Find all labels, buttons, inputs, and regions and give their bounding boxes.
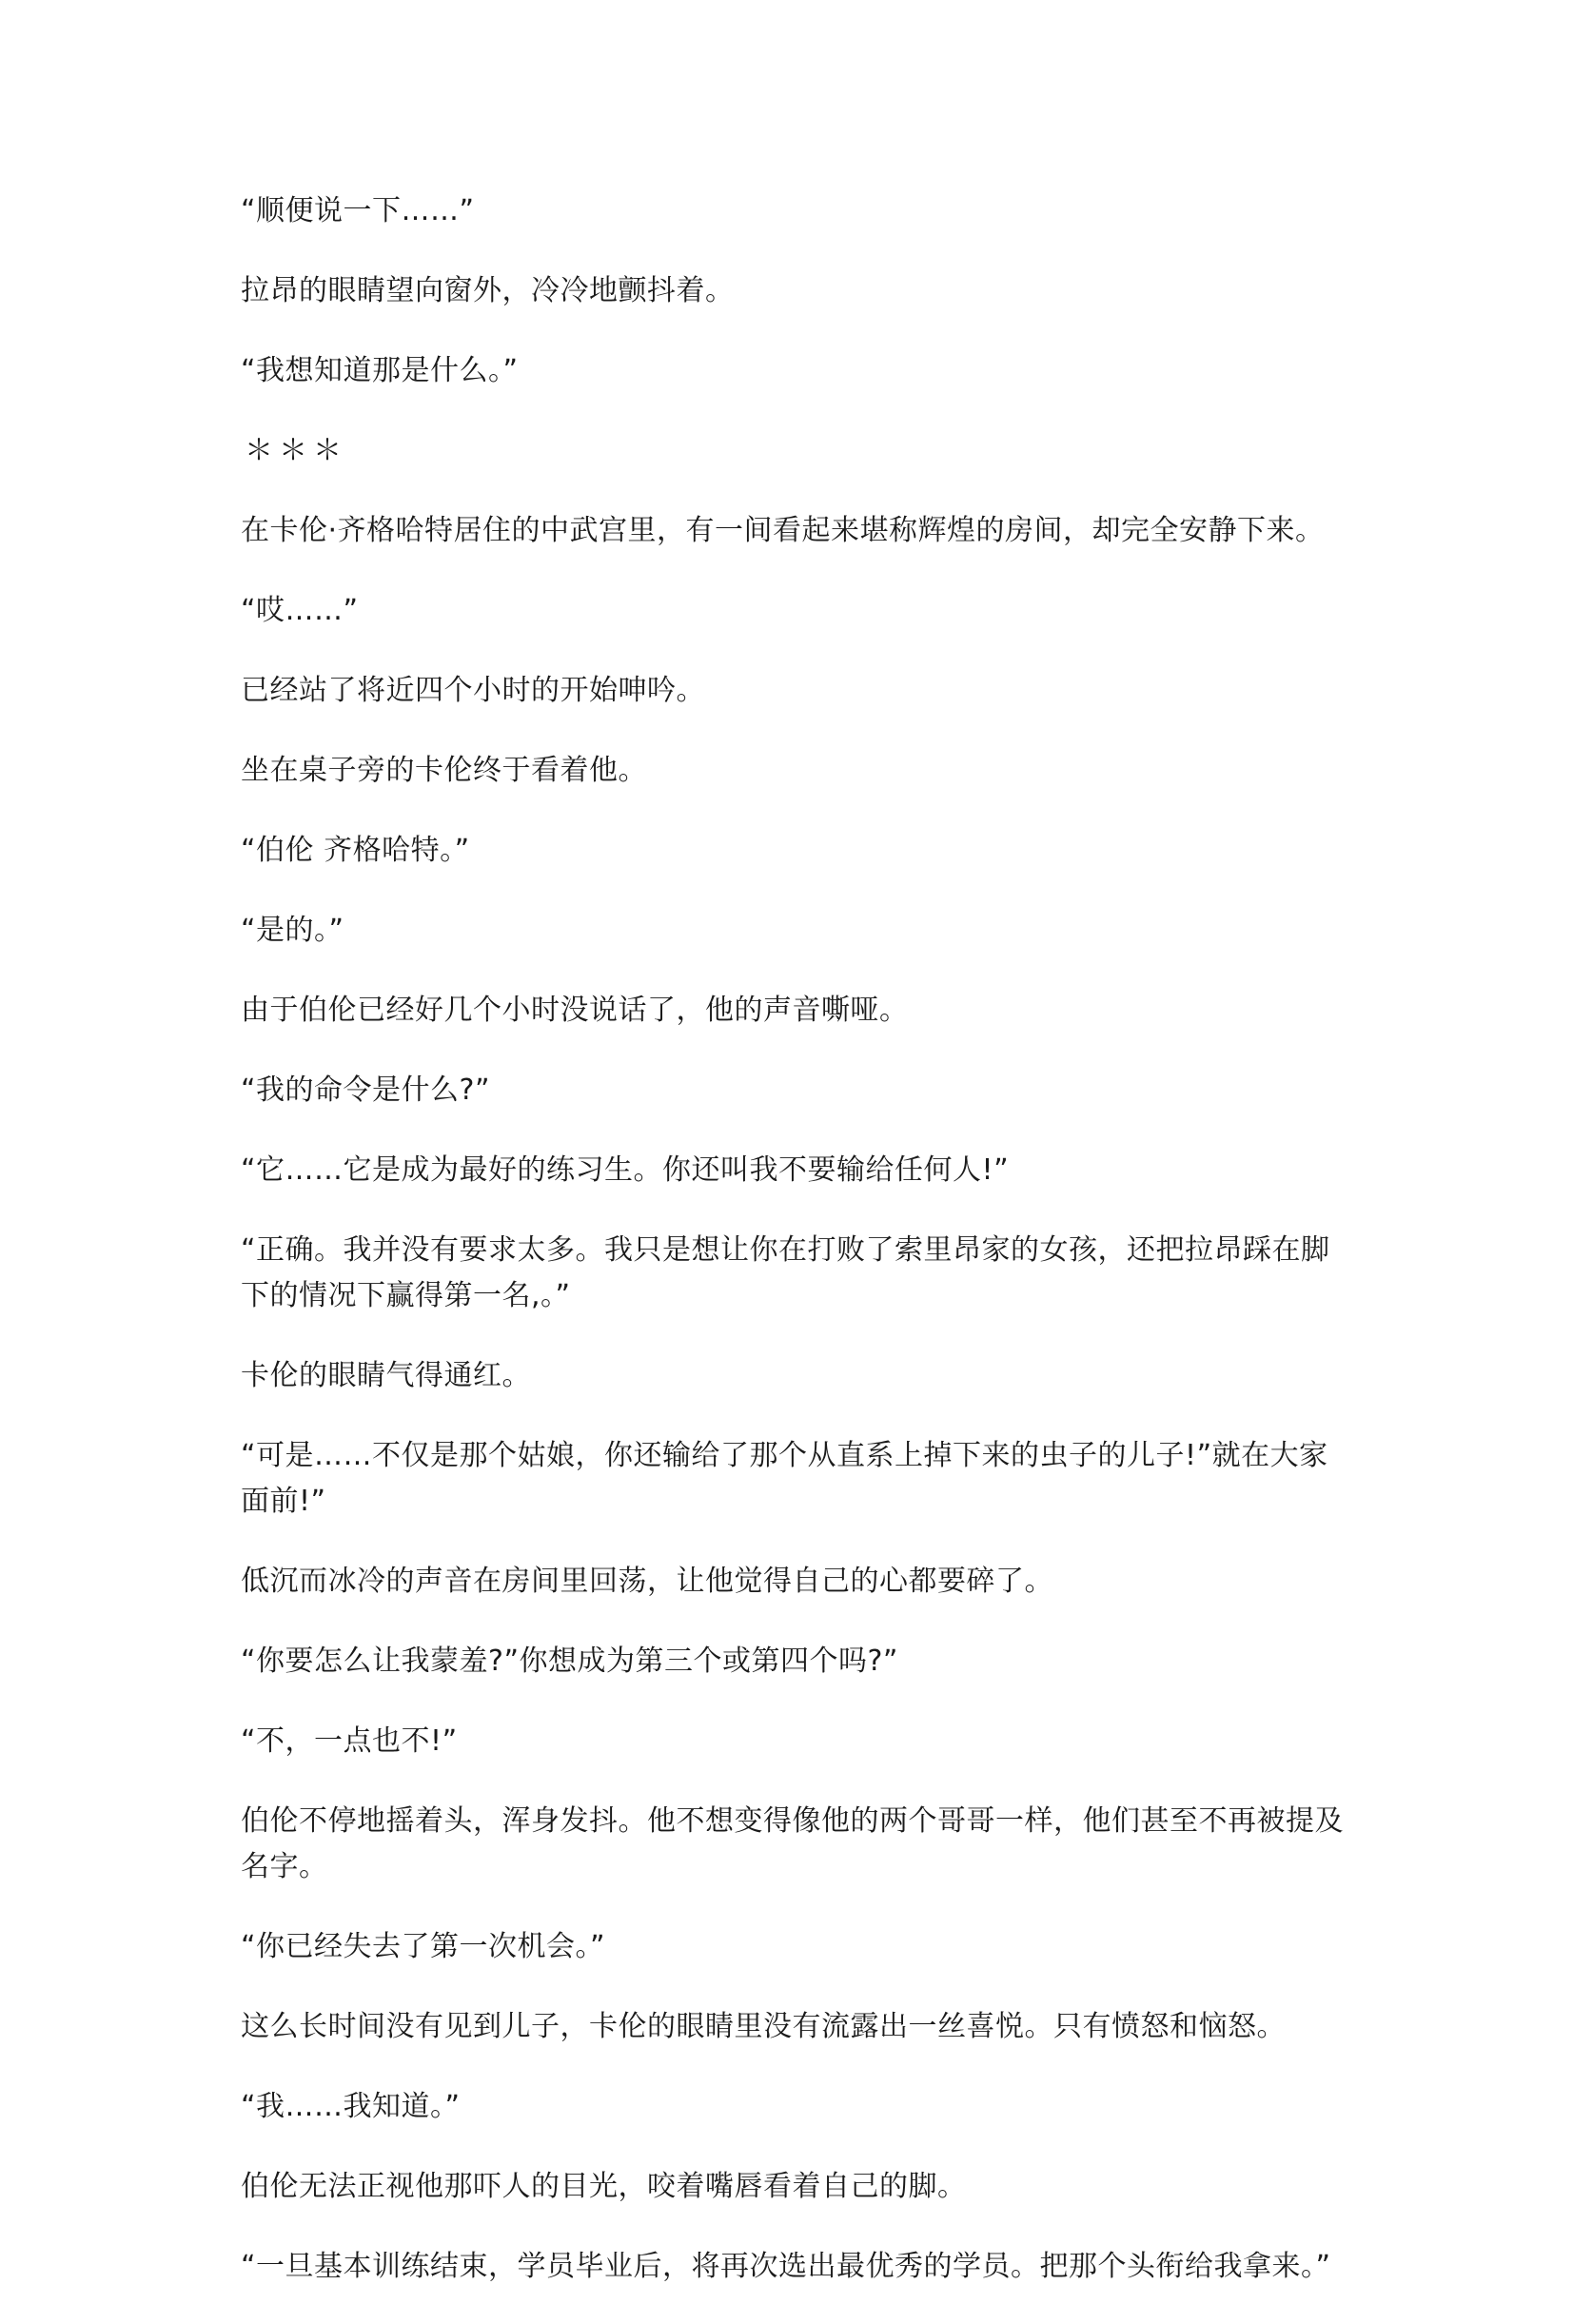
paragraph: “我的命令是什么?”: [241, 1073, 491, 1107]
paragraph: 伯伦不停地摇着头，浑身发抖。他不想变得像他的两个哥哥一样，他们甚至不再被提及名字。: [241, 1804, 1344, 1883]
paragraph: “你已经失去了第一次机会。”: [241, 1930, 606, 1963]
paragraph: “顺便说一下……”: [241, 194, 475, 227]
paragraph: 在卡伦·齐格哈特居住的中武宫里，有一间看起来堪称辉煌的房间，却完全安静下来。: [241, 514, 1325, 547]
paragraph: “它……它是成为最好的练习生。你还叫我不要输给任何人!”: [241, 1153, 1010, 1187]
section-separator: ＊＊＊: [245, 434, 347, 467]
paragraph: 拉昂的眼睛望向窗外，冷冷地颤抖着。: [241, 274, 735, 307]
paragraph: “我……我知道。”: [241, 2090, 461, 2123]
paragraph: “哎……”: [241, 594, 359, 627]
paragraph: 由于伯伦已经好几个小时没说话了，他的声音嘶哑。: [241, 994, 909, 1027]
paragraph: 卡伦的眼睛气得通红。: [241, 1359, 531, 1392]
paragraph: “一旦基本训练结束，学员毕业后，将再次选出最优秀的学员。把那个头衔给我拿来。”: [241, 2250, 1331, 2283]
paragraph: “可是……不仅是那个姑娘，你还输给了那个从直系上掉下来的虫子的儿子!”就在大家面前!”: [241, 1439, 1328, 1518]
text-body: [241, 188, 1345, 2324]
paragraph: “你要怎么让我蒙羞?”你想成为第三个或第四个吗?”: [241, 1645, 898, 1678]
paragraph: 这么长时间没有见到儿子，卡伦的眼睛里没有流露出一丝喜悦。只有愤怒和恼怒。: [241, 2010, 1286, 2043]
paragraph: 已经站了将近四个小时的开始呻吟。: [241, 674, 705, 707]
paragraph: “我想知道那是什么。”: [241, 354, 519, 387]
paragraph: “伯伦 齐格哈特。”: [241, 834, 470, 867]
paragraph: “正确。我并没有要求太多。我只是想让你在打败了索里昂家的女孩，还把拉昂踩在脚下的情况下赢得第一名,。”: [241, 1233, 1330, 1312]
paragraph: “是的。”: [241, 914, 344, 947]
paragraph: 伯伦无法正视他那吓人的目光，咬着嘴唇看着自己的脚。: [241, 2170, 967, 2203]
paragraph: 低沉而冰冷的声音在房间里回荡，让他觉得自己的心都要碎了。: [241, 1565, 1053, 1598]
paragraph: 坐在桌子旁的卡伦终于看着他。: [241, 754, 647, 787]
paragraph: “不，一点也不!”: [241, 1724, 458, 1758]
